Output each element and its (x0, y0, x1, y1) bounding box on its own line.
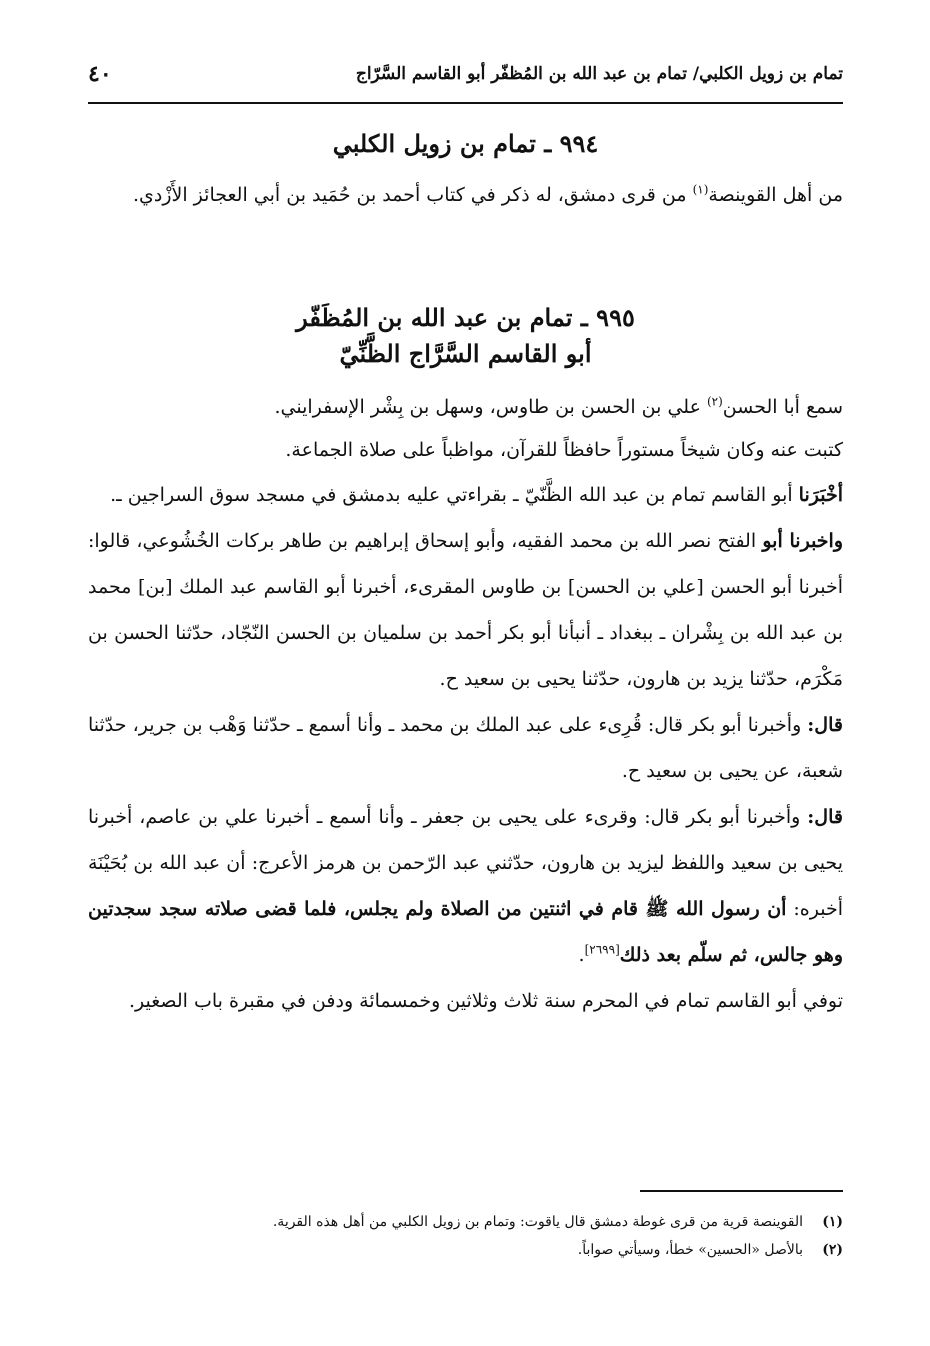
footnote-ref-1: (١) (692, 182, 709, 197)
entry-995-paragraph-7: توفي أبو القاسم تمام في المحرم سنة ثلاث وثلاثين وخمسمائة ودفن في مقبرة باب الصغير. (128, 990, 843, 1012)
book-page (88, 48, 843, 1308)
p4-lead: واخبرنا أبو (762, 530, 843, 552)
footnote-1 (88, 1208, 843, 1236)
p1-text-b: علي بن الحسن بن طاوس، وسهل بن بِشْر الإسفرايني. (274, 396, 707, 418)
entry-995-paragraph-2: كتبت عنه وكان شيخاً مستوراً حافظاً للقرآن، مواظباً على صلاة الجماعة. (285, 439, 843, 461)
entry-995-paragraph-5 (88, 702, 843, 794)
entry-994-paragraph (88, 172, 843, 218)
running-header-title: تمام بن زويل الكلبي/ تمام بن عبد الله بن المُظفّر أبو القاسم السَّرّاج (355, 64, 843, 84)
p6-lead: قال: (807, 806, 843, 828)
entry-995-heading-line1: ٩٩٥ ـ تمام بن عبد الله بن المُظَفّر (296, 303, 635, 332)
page-number: ٤٠ (88, 61, 112, 87)
entry-994-text-b: من قرى دمشق، له ذكر في كتاب أحمد بن حُمَيد بن أبي العجائز الأَزْدي. (132, 184, 693, 206)
footnote-rule (640, 1190, 843, 1192)
entry-995-paragraph-6 (88, 794, 843, 978)
footnote-2-text: بالأصل «الحسين» خطأ، وسيأتي صواباً. (577, 1242, 803, 1258)
entry-994 (88, 126, 843, 218)
entry-994-heading: ٩٩٤ ـ تمام بن زويل الكلبي (332, 129, 599, 158)
entry-995 (88, 300, 843, 1024)
entry-995-paragraph-1 (88, 386, 843, 429)
p3-lead: أخْبَرَنا (798, 484, 843, 506)
p4-text: الفتح نصر الله بن محمد الفقيه، وأبو إسحاق إبراهيم بن طاهر بركات الخُشُوعي، قالوا: أخبرنا أبو الحسن [علي بن الحسن] بن طاوس المقرىء، أخبرنا أبو القاسم عبد الملك [بن] محمد بن عبد الله بن بِشْران ـ ببغداد ـ أنبأنا أبو بكر أحمد بن سلميان بن الحسن النّجّاد، حدّثنا الحسن بن مَكْرَم، حدّثنا يزيد بن هارون، حدّثنا يحيى بن سعيد ح. (88, 530, 843, 690)
p6-end: . (578, 944, 585, 966)
p5-lead: قال: (807, 714, 843, 736)
footnote-ref-2: (٢) (706, 394, 723, 409)
p5-text: وأخبرنا أبو بكر قال: قُرِىء على عبد الملك بن محمد ـ وأنا أسمع ـ حدّثنا وَهْب بن جرير، حدّثنا شعبة، عن يحيى بن سعيد ح. (88, 714, 843, 782)
hadith-text: أن رسول الله ﷺ قام في اثنتين من الصلاة ولم يجلس، فلما قضى صلاته سجد سجدتين وهو جالس، ثم سلّم بعد ذلك (88, 898, 843, 966)
entry-995-paragraph-3 (88, 472, 843, 518)
entry-995-heading-line2: أبو القاسم السَّرَّاج الظَّنِّيّ (339, 339, 592, 368)
p1-text-a: سمع أبا الحسن (722, 396, 843, 418)
running-header (88, 48, 843, 100)
footnote-2 (88, 1236, 843, 1264)
entry-995-paragraph-4 (88, 518, 843, 702)
p6-text: وأخبرنا أبو بكر قال: وقرىء على يحيى بن جعفر ـ وأنا أسمع ـ أخبرنا علي بن عاصم، أخبرنا يحيى بن سعيد واللفظ ليزيد بن هارون، حدّثني عبد الرّحمن بن هرمز الأعرج: أن عبد الله بن بُحَيْنَة أخبره: (88, 806, 843, 920)
p3-text: أبو القاسم تمام بن عبد الله الظَّنّيّ ـ بقراءتي عليه بدمشق في مسجد سوق السراجين ـ. (110, 484, 799, 506)
hadith-number: [٢٦٩٩] (584, 942, 620, 957)
footnote-1-number: (١) (822, 1214, 843, 1230)
entry-994-text-a: من أهل القوينصة (708, 184, 843, 206)
footnote-2-number: (٢) (822, 1242, 843, 1258)
footnotes (88, 1208, 843, 1264)
footnote-1-text: القوينصة قرية من قرى غوطة دمشق قال ياقوت: وتمام بن زويل الكلبي من أهل هذه القرية. (272, 1214, 803, 1230)
header-rule (88, 102, 843, 104)
